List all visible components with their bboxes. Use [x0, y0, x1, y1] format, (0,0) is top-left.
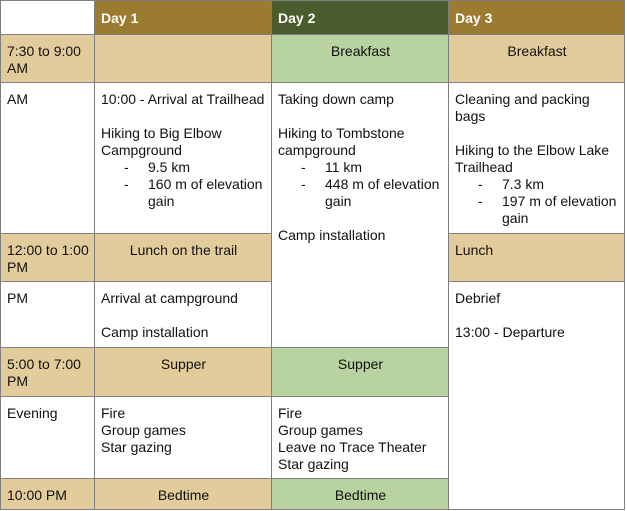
day2-evening-item: Leave no Trace Theater — [278, 439, 427, 455]
day2-evening-item: Star gazing — [278, 456, 349, 472]
day3-am-cell — [448, 82, 625, 234]
time-bedtime: 10:00 PM — [0, 478, 95, 510]
time-supper: 5:00 to 7:00 PM — [0, 347, 95, 397]
day3-distance: - 7.3 km — [477, 176, 619, 193]
day1-pm-cell — [94, 281, 272, 348]
day2-install-text: Camp installation — [278, 227, 386, 243]
day1-supper-cell: Supper — [94, 347, 272, 397]
header-day2: Day 2 — [271, 0, 449, 35]
day1-hike-text: Hiking to Big Elbow Campground — [101, 125, 222, 158]
day2-evening-cell — [271, 396, 449, 479]
day2-hike-text: Hiking to Tombstone campground — [278, 125, 405, 158]
day3-hike-text: Hiking to the Elbow Lake Trailhead — [455, 142, 610, 175]
day3-debrief-text: Debrief — [455, 290, 501, 306]
day2-supper-cell: Supper — [271, 347, 449, 397]
day3-cleaning-text: Cleaning and packing bags — [455, 91, 590, 124]
time-am: AM — [0, 82, 95, 234]
day3-lunch-cell: Lunch — [448, 233, 625, 282]
day2-am-cell — [271, 82, 449, 348]
day1-am-cell — [94, 82, 272, 234]
day3-breakfast-cell: Breakfast — [448, 34, 625, 83]
day1-pm-install: Camp installation — [101, 324, 209, 340]
day3-elevation: - 197 m of elevation gain — [477, 193, 619, 227]
day1-lunch-cell: Lunch on the trail — [94, 233, 272, 282]
day1-evening-cell — [94, 396, 272, 479]
header-day1: Day 1 — [94, 0, 272, 35]
day2-breakfast-cell: Breakfast — [271, 34, 449, 83]
day1-distance: - 9.5 km — [123, 159, 266, 176]
day2-bedtime-cell: Bedtime — [271, 478, 449, 510]
day2-evening-item: Group games — [278, 422, 363, 438]
time-pm: PM — [0, 281, 95, 348]
day1-bedtime-cell: Bedtime — [94, 478, 272, 510]
day1-evening-item: Star gazing — [101, 439, 172, 455]
day2-evening-item: Fire — [278, 405, 303, 421]
day1-evening-item: Fire — [101, 405, 126, 421]
time-evening: Evening — [0, 396, 95, 479]
day1-elevation: - 160 m of elevation gain — [123, 176, 266, 210]
day3-departure-text: 13:00 - Departure — [455, 324, 565, 340]
day2-elevation: - 448 m of elevation gain — [300, 176, 443, 210]
day2-takedown-text: Taking down camp — [278, 91, 394, 107]
time-lunch: 12:00 to 1:00 PM — [0, 233, 95, 282]
day1-pm-arrival: Arrival at campground — [101, 290, 238, 306]
day1-arrival-text: 10:00 - Arrival at Trailhead — [101, 91, 265, 107]
day3-pm-cell — [448, 281, 625, 510]
header-day3: Day 3 — [448, 0, 625, 35]
header-blank-cell — [0, 0, 95, 35]
day2-distance: - 11 km — [300, 159, 443, 176]
day1-breakfast-cell — [94, 34, 272, 83]
day1-evening-item: Group games — [101, 422, 186, 438]
time-breakfast: 7:30 to 9:00 AM — [0, 34, 95, 83]
